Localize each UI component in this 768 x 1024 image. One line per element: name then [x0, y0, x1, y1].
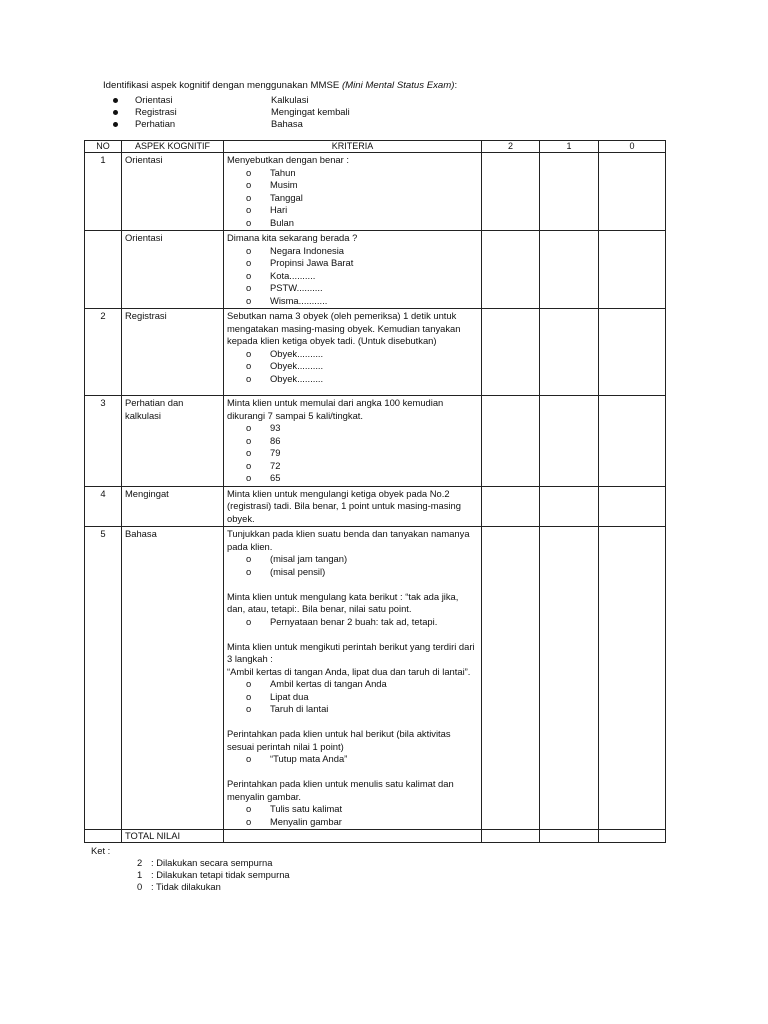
option-item: o Negara Indonesia — [227, 245, 478, 258]
score-cell-2[interactable] — [482, 527, 540, 830]
option-item: o Propinsi Jawa Barat — [227, 257, 478, 270]
row-aspek: Mengingat — [122, 486, 224, 527]
row-kriteria — [224, 396, 482, 487]
bullet-icon — [113, 110, 118, 115]
bullet-icon — [113, 122, 118, 127]
table-row — [85, 153, 666, 231]
legend-text: : Tidak dilakukan — [151, 881, 221, 892]
total-score-2[interactable] — [482, 830, 540, 843]
bullet-item — [113, 94, 309, 105]
bullet-text: Orientasi — [135, 94, 173, 105]
option-list — [227, 678, 478, 716]
bullet-text: Registrasi — [135, 106, 177, 117]
table-row — [85, 486, 666, 527]
option-item: o Menyalin gambar — [227, 816, 478, 829]
row-aspek: Bahasa — [122, 527, 224, 830]
option-item: o Tahun — [227, 167, 478, 180]
option-item: o “Tutup mata Anda” — [227, 753, 478, 766]
legend-key: 2 — [137, 857, 143, 868]
bullet-text-right: Bahasa — [271, 118, 303, 129]
score-cell-0[interactable] — [599, 309, 666, 396]
row-kriteria — [224, 153, 482, 231]
option-item: o PSTW.......... — [227, 282, 478, 295]
option-item: o Taruh di lantai — [227, 703, 478, 716]
row-no: 5 — [85, 527, 122, 830]
score-cell-1[interactable] — [540, 309, 599, 396]
row-no — [85, 231, 122, 309]
row-kriteria — [224, 309, 482, 396]
score-cell-1[interactable] — [540, 153, 599, 231]
legend-item — [137, 869, 290, 882]
score-cell-2[interactable] — [482, 309, 540, 396]
score-cell-0[interactable] — [599, 527, 666, 830]
option-list — [227, 616, 478, 629]
option-list — [227, 422, 478, 485]
legend — [91, 845, 290, 892]
option-list — [227, 167, 478, 230]
option-item: o Kota.......... — [227, 270, 478, 283]
option-list — [227, 245, 478, 308]
option-item: o Musim — [227, 179, 478, 192]
score-cell-1[interactable] — [540, 231, 599, 309]
option-item: o Tulis satu kalimat — [227, 803, 478, 816]
header-aspek: ASPEK KOGNITIF — [122, 141, 224, 153]
table-row — [85, 309, 666, 396]
option-list — [227, 348, 478, 386]
total-label: TOTAL NILAI — [122, 830, 224, 843]
bullet-text-right: Kalkulasi — [271, 94, 309, 105]
header-no: NO — [85, 141, 122, 153]
row-no: 1 — [85, 153, 122, 231]
header-score-1: 1 — [540, 141, 599, 153]
option-item: o Pernyataan benar 2 buah: tak ad, tetapi. — [227, 616, 478, 629]
bullet-text-right: Mengingat kembali — [271, 106, 350, 117]
title-text: Identifikasi aspek kognitif dengan menggunakan MMSE — [103, 80, 340, 91]
option-item: o (misal jam tangan) — [227, 553, 478, 566]
row-aspek: Orientasi — [122, 231, 224, 309]
mmse-table — [84, 140, 666, 843]
row-aspek: Registrasi — [122, 309, 224, 396]
total-row — [85, 830, 666, 843]
row-kriteria — [224, 486, 482, 527]
kriteria-intro: Tunjukkan pada klien suatu benda dan tanyakan namanya pada klien. — [227, 528, 470, 552]
total-no — [85, 830, 122, 843]
option-item: o 79 — [227, 447, 478, 460]
legend-key: 1 — [137, 869, 143, 880]
title-suffix: : — [454, 80, 458, 91]
bullet-item — [113, 106, 350, 117]
table-row — [85, 231, 666, 309]
legend-text: : Dilakukan secara sempurna — [151, 857, 273, 868]
bullet-item — [113, 118, 303, 129]
option-item: o Hari — [227, 204, 478, 217]
score-cell-0[interactable] — [599, 396, 666, 487]
score-cell-2[interactable] — [482, 231, 540, 309]
total-score-1[interactable] — [540, 830, 599, 843]
kriteria-intro: Minta klien untuk mengulang kata berikut : “tak ada jika, dan, atau, tetapi:. Bila benar, nilai satu point. — [227, 590, 459, 614]
option-item: o Obyek.......... — [227, 373, 478, 386]
kriteria-intro: Menyebutkan dengan benar : — [227, 154, 349, 165]
kriteria-intro: Perintahkan pada klien untuk hal berikut (bila aktivitas sesuai perintah nilai 1 point) — [227, 728, 451, 752]
kriteria-intro: Perintahkan pada klien untuk menulis satu kalimat dan menyalin gambar. — [227, 778, 454, 802]
header-score-2: 2 — [482, 141, 540, 153]
total-kriteria — [224, 830, 482, 843]
score-cell-0[interactable] — [599, 231, 666, 309]
option-item: o Ambil kertas di tangan Anda — [227, 678, 478, 691]
option-item: o Wisma........... — [227, 295, 478, 308]
score-cell-2[interactable] — [482, 486, 540, 527]
row-kriteria — [224, 231, 482, 309]
option-list — [227, 803, 478, 828]
score-cell-1[interactable] — [540, 486, 599, 527]
legend-item — [137, 881, 221, 894]
option-item: o Obyek.......... — [227, 360, 478, 373]
row-no: 4 — [85, 486, 122, 527]
document-title — [103, 80, 457, 91]
header-kriteria: KRITERIA — [224, 141, 482, 153]
table-row — [85, 527, 666, 830]
bullet-text: Perhatian — [135, 118, 176, 129]
kriteria-intro: Minta klien untuk mengulangi ketiga obyek pada No.2 (registrasi) tadi. Bila benar, 1 point untuk masing-masing obyek. — [227, 487, 461, 524]
legend-label: Ket : — [91, 845, 111, 856]
score-cell-1[interactable] — [540, 527, 599, 830]
option-list — [227, 753, 478, 766]
title-italic: (Mini Mental Status Exam) — [341, 80, 455, 91]
option-item: o Lipat dua — [227, 691, 478, 704]
kriteria-intro: Minta klien untuk mengikuti perintah berikut yang terdiri dari 3 langkah : — [227, 640, 475, 664]
total-score-0[interactable] — [599, 830, 666, 843]
bullet-icon — [113, 98, 118, 103]
legend-text: : Dilakukan tetapi tidak sempurna — [151, 869, 290, 880]
kriteria-intro: Dimana kita sekarang berada ? — [227, 232, 358, 243]
kriteria-intro: Sebutkan nama 3 obyek (oleh pemeriksa) 1 detik untuk mengatakan masing-masing obyek. Kemudian tanyakan kepada klien ketiga obyek tadi. (Untuk disebutkan) — [227, 310, 461, 346]
option-item: o 93 — [227, 422, 478, 435]
option-item: o (misal pensil) — [227, 566, 478, 579]
legend-item — [137, 857, 272, 870]
score-cell-2[interactable] — [482, 153, 540, 231]
score-cell-2[interactable] — [482, 396, 540, 487]
row-aspek: Orientasi — [122, 153, 224, 231]
row-aspek: Perhatian dan kalkulasi — [122, 396, 224, 487]
option-item: o 86 — [227, 435, 478, 448]
option-item: o Bulan — [227, 217, 478, 230]
option-item: o Tanggal — [227, 192, 478, 205]
row-no: 2 — [85, 309, 122, 396]
option-item: o Obyek.......... — [227, 348, 478, 361]
table-header-row — [85, 141, 666, 153]
legend-key: 0 — [137, 881, 143, 892]
kriteria-intro: Minta klien untuk memulai dari angka 100 kemudian dikurangi 7 sampai 5 kali/tingkat. — [227, 397, 444, 421]
table-row — [85, 396, 666, 487]
option-item: o 72 — [227, 460, 478, 473]
score-cell-1[interactable] — [540, 396, 599, 487]
score-cell-0[interactable] — [599, 153, 666, 231]
row-no: 3 — [85, 396, 122, 487]
option-list — [227, 553, 478, 578]
option-item: o 65 — [227, 472, 478, 485]
header-score-0: 0 — [599, 141, 666, 153]
score-cell-0[interactable] — [599, 486, 666, 527]
row-kriteria — [224, 527, 482, 830]
kriteria-quote: “Ambil kertas di tangan Anda, lipat dua dan taruh di lantai”. — [227, 665, 471, 677]
